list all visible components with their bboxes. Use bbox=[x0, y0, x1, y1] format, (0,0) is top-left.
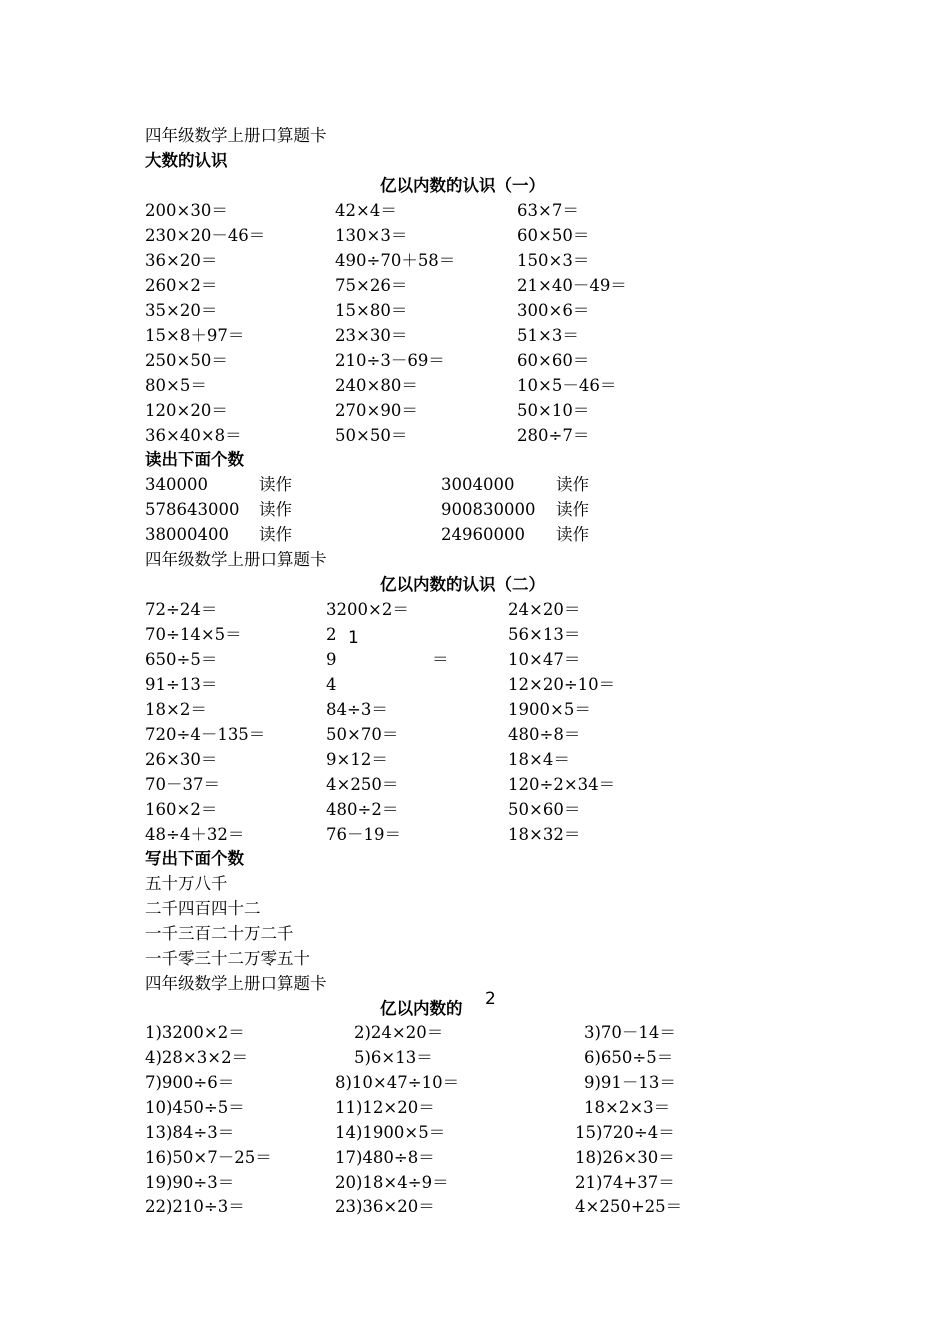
part1-r9-c2: 270×90＝ bbox=[335, 401, 418, 420]
read-label: 读作 bbox=[556, 475, 589, 494]
part2-r9-c1: 160×2＝ bbox=[145, 800, 218, 819]
part3-r6-c2: 17)480÷8＝ bbox=[335, 1148, 435, 1167]
part1-r7-c2: 210÷3－69＝ bbox=[335, 351, 445, 370]
part1-r6-c3: 51×3＝ bbox=[517, 326, 579, 345]
part1-r5-c2: 15×80＝ bbox=[335, 301, 408, 320]
write-item: 五十万八千 bbox=[145, 874, 228, 893]
part2-r5-c2: 84÷3＝ bbox=[326, 700, 388, 719]
part2-r6-c2: 50×70＝ bbox=[326, 725, 399, 744]
part2-r6-c3: 480÷8＝ bbox=[508, 725, 581, 744]
read-number: 38000400 bbox=[145, 525, 229, 544]
stray-equals: ＝ bbox=[432, 650, 449, 669]
part1-r4-c1: 260×2＝ bbox=[145, 276, 218, 295]
part1-r3-c1: 36×20＝ bbox=[145, 251, 218, 270]
read-label: 读作 bbox=[556, 500, 589, 519]
part1-r2-c3: 60×50＝ bbox=[517, 226, 590, 245]
part3-title: 亿以内数的 bbox=[380, 999, 463, 1018]
part3-r8-c3: 4×250+25＝ bbox=[575, 1197, 683, 1216]
part1-r8-c2: 240×80＝ bbox=[335, 376, 418, 395]
part2-r9-c2: 480÷2＝ bbox=[326, 800, 399, 819]
part3-r5-c2: 14)1900×5＝ bbox=[335, 1123, 446, 1142]
part2-r8-c3: 120÷2×34＝ bbox=[508, 775, 616, 794]
part3-r5-c3: 15)720÷4＝ bbox=[575, 1123, 675, 1142]
part3-r6-c1: 16)50×7－25＝ bbox=[145, 1148, 272, 1167]
part1-r10-c1: 36×40×8＝ bbox=[145, 426, 242, 445]
part2-r7-c1: 26×30＝ bbox=[145, 750, 218, 769]
part3-r3-c3: 9)91－13＝ bbox=[584, 1073, 676, 1092]
part3-r4-c2: 11)12×20＝ bbox=[335, 1098, 435, 1117]
part3-r2-c1: 4)28×3×2＝ bbox=[145, 1048, 249, 1067]
part1-r10-c3: 280÷7＝ bbox=[517, 426, 590, 445]
write-item: 一千零三十二万零五十 bbox=[145, 949, 310, 968]
part3-r7-c1: 19)90÷3＝ bbox=[145, 1173, 235, 1192]
read-number: 24960000 bbox=[441, 525, 525, 544]
part2-r10-c2: 76－19＝ bbox=[326, 825, 401, 844]
part1-r3-c2: 490÷70＋58＝ bbox=[335, 251, 456, 270]
part1-r4-c2: 75×26＝ bbox=[335, 276, 408, 295]
part2-r7-c3: 18×4＝ bbox=[508, 750, 570, 769]
part1-r5-c1: 35×20＝ bbox=[145, 301, 218, 320]
part1-r6-c2: 23×30＝ bbox=[335, 326, 408, 345]
part2-r4-c1: 91÷13＝ bbox=[145, 675, 218, 694]
part1-r10-c2: 50×50＝ bbox=[335, 426, 408, 445]
part2-r6-c1: 720÷4－135＝ bbox=[145, 725, 266, 744]
part2-r5-c3: 1900×5＝ bbox=[508, 700, 591, 719]
part3-r8-c1: 22)210÷3＝ bbox=[145, 1197, 245, 1216]
card-title-1: 四年级数学上册口算题卡 bbox=[145, 126, 327, 145]
part1-r1-c1: 200×30＝ bbox=[145, 201, 228, 220]
part1-r7-c1: 250×50＝ bbox=[145, 351, 228, 370]
part2-r3-c2: 9 bbox=[326, 650, 337, 669]
part2-r3-c3: 10×47＝ bbox=[508, 650, 581, 669]
part1-r9-c1: 120×20＝ bbox=[145, 401, 228, 420]
part1-r1-c2: 42×4＝ bbox=[335, 201, 397, 220]
part1-r8-c1: 80×5＝ bbox=[145, 376, 207, 395]
part3-r2-c2: 5)6×13＝ bbox=[354, 1048, 433, 1067]
part3-r6-c3: 18)26×30＝ bbox=[575, 1148, 675, 1167]
read-number: 900830000 bbox=[441, 500, 536, 519]
part3-r7-c2: 20)18×4÷9＝ bbox=[335, 1173, 449, 1192]
part1-r2-c2: 130×3＝ bbox=[335, 226, 408, 245]
part3-r2-c3: 6)650÷5＝ bbox=[584, 1048, 674, 1067]
part3-r3-c2: 8)10×47÷10＝ bbox=[335, 1073, 460, 1092]
page-number-2: 2 bbox=[485, 989, 496, 1009]
part1-r9-c3: 50×10＝ bbox=[517, 401, 590, 420]
part2-r4-c3: 12×20÷10＝ bbox=[508, 675, 616, 694]
part3-r4-c3: 18×2×3＝ bbox=[584, 1098, 671, 1117]
read-label: 读作 bbox=[259, 525, 292, 544]
part2-r1-c3: 24×20＝ bbox=[508, 600, 581, 619]
part3-r1-c1: 1)3200×2＝ bbox=[145, 1023, 245, 1042]
part3-r5-c1: 13)84÷3＝ bbox=[145, 1123, 235, 1142]
part2-r8-c1: 70－37＝ bbox=[145, 775, 220, 794]
card-title-2: 四年级数学上册口算题卡 bbox=[145, 550, 327, 569]
part1-r8-c3: 10×5－46＝ bbox=[517, 376, 617, 395]
write-section-title: 写出下面个数 bbox=[145, 849, 244, 868]
part3-r8-c2: 23)36×20＝ bbox=[335, 1197, 435, 1216]
write-item: 一千三百二十万二千 bbox=[145, 924, 294, 943]
part1-r5-c3: 300×6＝ bbox=[517, 301, 590, 320]
read-label: 读作 bbox=[259, 475, 292, 494]
part2-r8-c2: 4×250＝ bbox=[326, 775, 399, 794]
part2-r5-c1: 18×2＝ bbox=[145, 700, 207, 719]
write-item: 二千四百四十二 bbox=[145, 899, 261, 918]
read-number: 3004000 bbox=[441, 475, 515, 494]
part2-r1-c1: 72÷24＝ bbox=[145, 600, 218, 619]
part3-r1-c3: 3)70－14＝ bbox=[584, 1023, 676, 1042]
read-number: 340000 bbox=[145, 475, 208, 494]
card-title-3: 四年级数学上册口算题卡 bbox=[145, 974, 327, 993]
part2-r7-c2: 9×12＝ bbox=[326, 750, 388, 769]
part1-r1-c3: 63×7＝ bbox=[517, 201, 579, 220]
page-number-1: 1 bbox=[348, 628, 359, 648]
part2-r2-c1: 70÷14×5＝ bbox=[145, 625, 242, 644]
part2-r10-c3: 18×32＝ bbox=[508, 825, 581, 844]
part2-r4-c2: 4 bbox=[326, 675, 337, 694]
part3-r1-c2: 2)24×20＝ bbox=[354, 1023, 444, 1042]
part2-r2-c3: 56×13＝ bbox=[508, 625, 581, 644]
read-section-title: 读出下面个数 bbox=[145, 450, 244, 469]
read-label: 读作 bbox=[556, 525, 589, 544]
part1-r3-c3: 150×3＝ bbox=[517, 251, 590, 270]
part1-r7-c3: 60×60＝ bbox=[517, 351, 590, 370]
part2-r1-c2: 3200×2＝ bbox=[326, 600, 409, 619]
part3-r3-c1: 7)900÷6＝ bbox=[145, 1073, 235, 1092]
read-number: 578643000 bbox=[145, 500, 240, 519]
part2-r10-c1: 48÷4＋32＝ bbox=[145, 825, 245, 844]
part2-title: 亿以内数的认识（二） bbox=[380, 575, 545, 594]
part3-r4-c1: 10)450÷5＝ bbox=[145, 1098, 245, 1117]
part1-r4-c3: 21×40－49＝ bbox=[517, 276, 627, 295]
part2-r2-c2: 2 bbox=[326, 625, 337, 644]
part2-r9-c3: 50×60＝ bbox=[508, 800, 581, 819]
read-label: 读作 bbox=[259, 500, 292, 519]
part2-r3-c1: 650÷5＝ bbox=[145, 650, 218, 669]
part3-r7-c3: 21)74+37＝ bbox=[575, 1173, 675, 1192]
part1-r2-c1: 230×20－46＝ bbox=[145, 226, 266, 245]
part1-r6-c1: 15×8＋97＝ bbox=[145, 326, 245, 345]
section-big-numbers: 大数的认识 bbox=[145, 151, 228, 170]
part1-title: 亿以内数的认识（一） bbox=[380, 176, 545, 195]
